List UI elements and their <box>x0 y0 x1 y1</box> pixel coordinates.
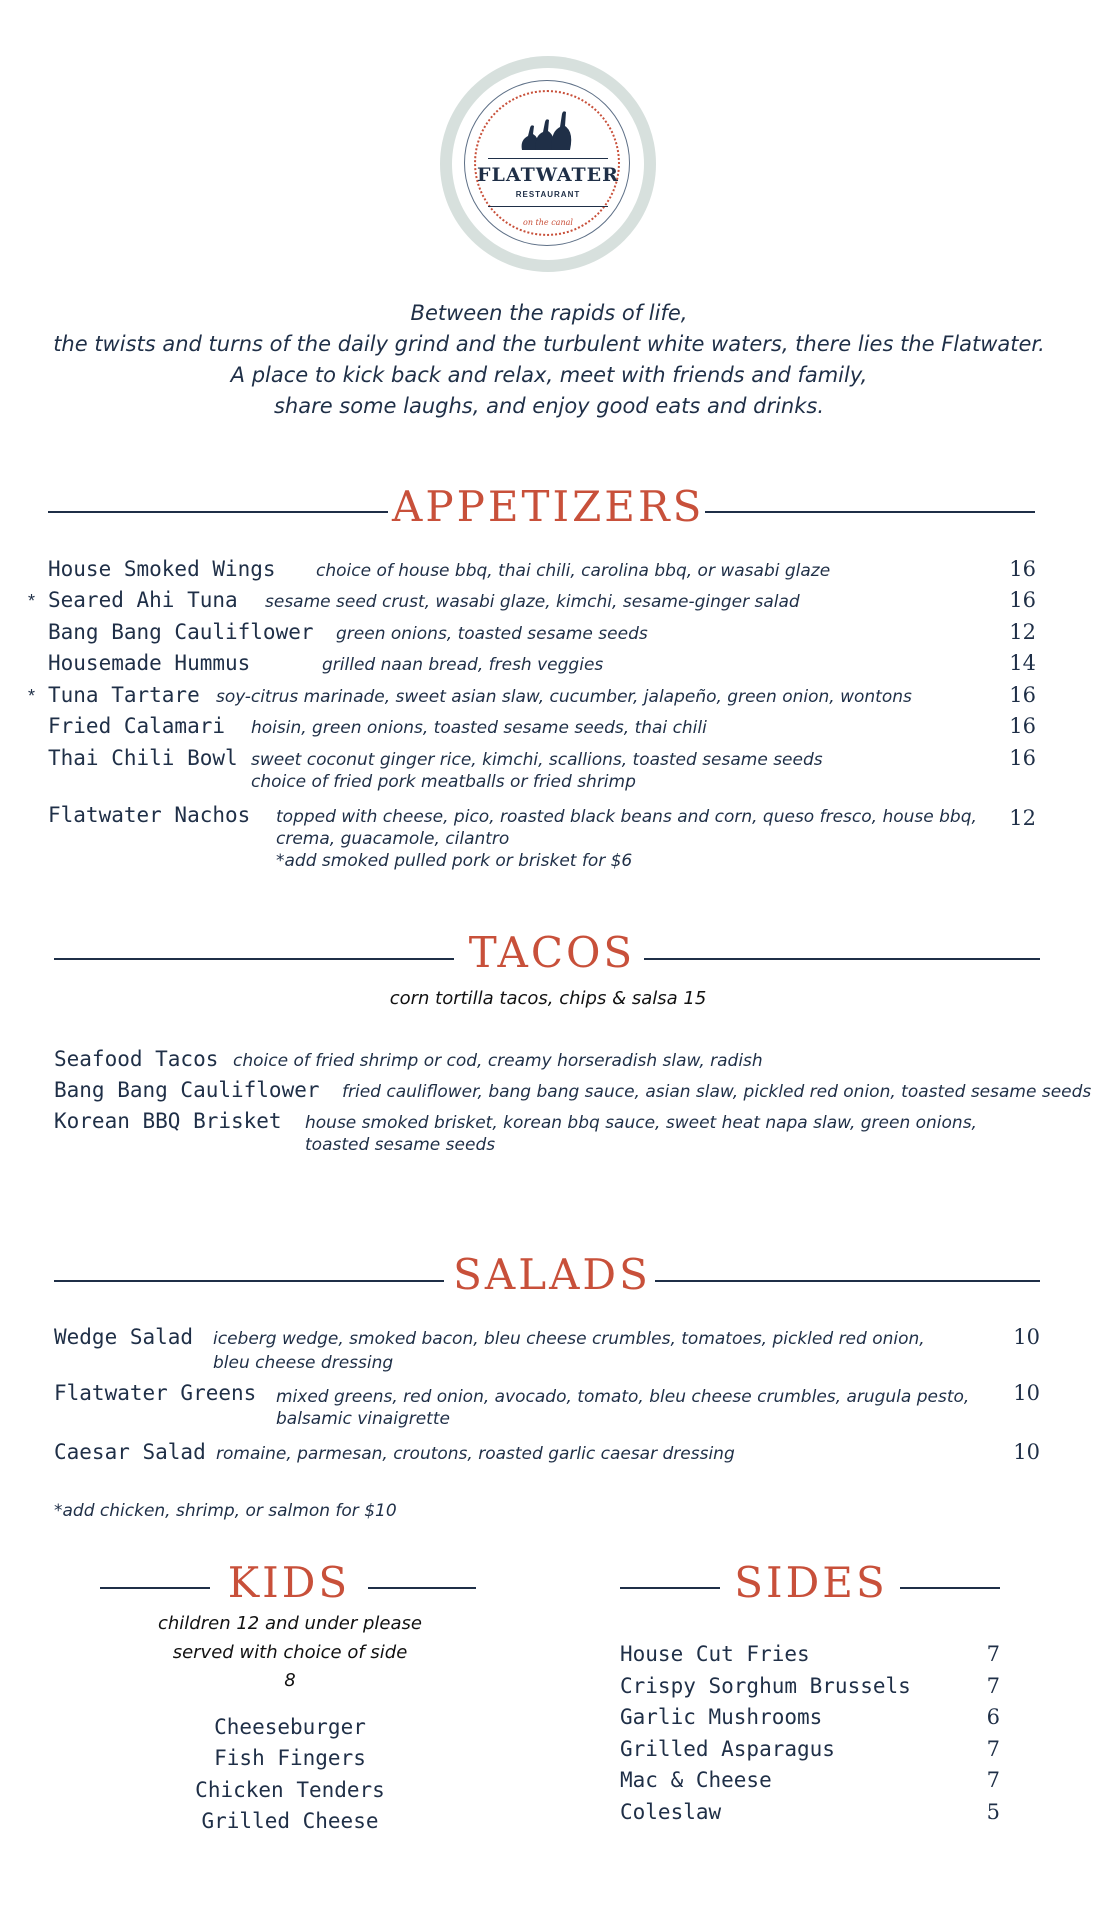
sides-title: SIDES <box>734 1558 888 1607</box>
intro-line: the twists and turns of the daily grind and the turbulent white waters, there lies the Flatwater. <box>53 332 1045 356</box>
appetizer-desc: hoisin, green onions, toasted sesame seeds, thai chili <box>251 718 707 738</box>
appetizer-name: Housemade Hummus <box>48 651 251 675</box>
kids-title: KIDS <box>227 1558 351 1607</box>
appetizer-desc: *add smoked pulled pork or brisket for $6 <box>276 851 633 871</box>
side-name: House Cut Fries <box>620 1642 810 1666</box>
appetizer-name: Thai Chili Bowl <box>48 746 238 770</box>
divider <box>644 958 1040 960</box>
ducks-icon <box>516 106 580 154</box>
appetizer-name: Flatwater Nachos <box>48 803 251 827</box>
side-name: Coleslaw <box>620 1800 722 1824</box>
side-name: Crispy Sorghum Brussels <box>620 1674 911 1698</box>
appetizer-price: 16 <box>1009 714 1036 738</box>
side-name: Mac & Cheese <box>620 1768 772 1792</box>
taco-desc: fried cauliflower, bang bang sauce, asian slaw, pickled red onion, toasted sesame seeds <box>342 1082 1092 1102</box>
appetizer-name: House Smoked Wings <box>48 557 276 581</box>
salads-title: SALADS <box>453 1250 651 1299</box>
appetizer-name: Fried Calamari <box>48 714 226 738</box>
kids-item: Fish Fingers <box>214 1746 366 1770</box>
appetizer-price: 16 <box>1009 746 1036 770</box>
intro-text <box>40 298 1058 422</box>
salad-price: 10 <box>1013 1440 1040 1464</box>
appetizer-desc: topped with cheese, pico, roasted black beans and corn, queso fresco, house bbq, <box>276 807 977 827</box>
salad-price: 10 <box>1013 1325 1040 1349</box>
appetizer-name: Tuna Tartare <box>48 683 200 707</box>
taco-desc: toasted sesame seeds <box>305 1135 496 1155</box>
taco-name: Seafood Tacos <box>54 1047 219 1071</box>
appetizer-desc: crema, guacamole, cilantro <box>276 829 510 849</box>
salad-name: Caesar Salad <box>54 1440 206 1464</box>
appetizer-name: Bang Bang Cauliflower <box>48 620 314 644</box>
intro-line: share some laughs, and enjoy good eats and drinks. <box>273 394 825 418</box>
intro-line: A place to kick back and relax, meet with friends and family, <box>230 363 868 387</box>
appetizer-desc: sweet coconut ginger rice, kimchi, scallions, toasted sesame seeds <box>251 750 823 770</box>
logo-name: FLATWATER <box>477 164 619 186</box>
divider <box>48 511 388 513</box>
kids-note: served with choice of side <box>172 1642 408 1663</box>
appetizer-desc: grilled naan bread, fresh veggies <box>322 655 604 675</box>
tacos-title: TACOS <box>468 928 636 977</box>
appetizer-desc: choice of house bbq, thai chili, carolina bbq, or wasabi glaze <box>316 561 831 581</box>
taco-desc: house smoked brisket, korean bbq sauce, sweet heat napa slaw, green onions, <box>305 1113 977 1133</box>
salad-price: 10 <box>1013 1381 1040 1405</box>
taco-name: Bang Bang Cauliflower <box>54 1078 320 1102</box>
appetizer-desc: green onions, toasted sesame seeds <box>336 624 648 644</box>
salad-name: Flatwater Greens <box>54 1381 257 1405</box>
restaurant-logo <box>440 56 656 272</box>
salad-desc: balsamic vinaigrette <box>276 1409 450 1429</box>
appetizer-desc: choice of fried pork meatballs or fried shrimp <box>251 772 636 792</box>
divider <box>100 1587 210 1589</box>
salad-desc: bleu cheese dressing <box>213 1353 394 1373</box>
logo-tagline: on the canal <box>523 218 573 227</box>
appetizer-price: 16 <box>1009 588 1036 612</box>
salad-desc: mixed greens, red onion, avocado, tomato, bleu cheese crumbles, arugula pesto, <box>276 1387 970 1407</box>
divider <box>655 1280 1040 1282</box>
kids-item: Chicken Tenders <box>195 1778 385 1802</box>
appetizer-desc: soy-citrus marinade, sweet asian slaw, cucumber, jalapeño, green onion, wontons <box>216 687 912 707</box>
salad-desc: romaine, parmesan, croutons, roasted garlic caesar dressing <box>216 1444 735 1464</box>
salad-desc: iceberg wedge, smoked bacon, bleu cheese crumbles, tomatoes, pickled red onion, <box>213 1329 925 1349</box>
salad-addon-note: *add chicken, shrimp, or salmon for $10 <box>54 1501 397 1521</box>
appetizer-desc: sesame seed crust, wasabi glaze, kimchi, sesame-ginger salad <box>265 592 800 612</box>
kids-item: Cheeseburger <box>214 1715 366 1739</box>
logo-subtitle: RESTAURANT <box>515 190 581 199</box>
kids-price: 8 <box>284 1670 296 1691</box>
divider <box>368 1587 476 1589</box>
star-icon: * <box>28 686 36 706</box>
side-price: 7 <box>986 1737 1000 1761</box>
kids-note: children 12 and under please <box>158 1613 422 1634</box>
divider <box>705 511 1035 513</box>
taco-name: Korean BBQ Brisket <box>54 1109 282 1133</box>
appetizer-price: 16 <box>1009 557 1036 581</box>
side-price: 5 <box>986 1800 1000 1824</box>
appetizer-price: 14 <box>1009 651 1036 675</box>
appetizer-name: Seared Ahi Tuna <box>48 588 238 612</box>
tacos-note: corn tortilla tacos, chips & salsa 15 <box>389 988 707 1009</box>
taco-desc: choice of fried shrimp or cod, creamy horseradish slaw, radish <box>233 1051 763 1071</box>
side-price: 7 <box>986 1674 1000 1698</box>
side-price: 6 <box>986 1705 1000 1729</box>
side-name: Garlic Mushrooms <box>620 1705 823 1729</box>
divider <box>900 1587 1000 1589</box>
divider <box>54 1280 444 1282</box>
side-price: 7 <box>986 1768 1000 1792</box>
appetizer-price: 12 <box>1009 620 1036 644</box>
divider <box>54 958 454 960</box>
intro-line: Between the rapids of life, <box>410 301 688 325</box>
appetizers-title: APPETIZERS <box>392 482 705 531</box>
divider <box>620 1587 720 1589</box>
side-name: Grilled Asparagus <box>620 1737 835 1761</box>
kids-item: Grilled Cheese <box>201 1809 379 1833</box>
salad-name: Wedge Salad <box>54 1325 194 1349</box>
side-price: 7 <box>986 1642 1000 1666</box>
appetizer-price: 16 <box>1009 683 1036 707</box>
appetizer-price: 12 <box>1009 806 1036 830</box>
star-icon: * <box>28 591 36 611</box>
